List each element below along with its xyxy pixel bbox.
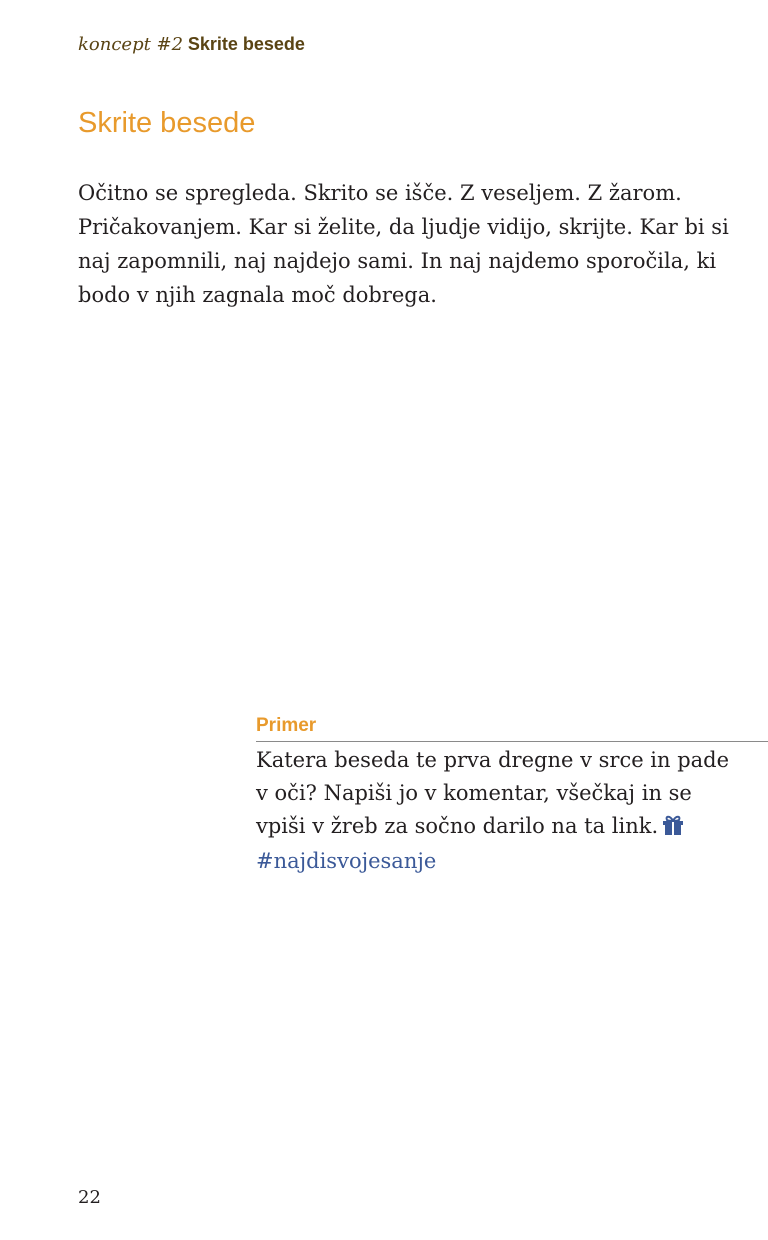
running-header	[78, 32, 305, 57]
hashtag-link[interactable]: #najdisvojesanje	[256, 849, 437, 873]
example-line-with-icon	[256, 810, 716, 845]
concept-label: koncept #2	[78, 34, 184, 55]
body-line: bodo v njih zagnala moč dobrega.	[78, 283, 437, 307]
example-label: Primer	[256, 714, 768, 742]
gift-icon	[662, 812, 684, 845]
section-title: Skrite besede	[187, 34, 305, 54]
body-paragraph	[78, 176, 729, 312]
example-line: v oči? Napiši jo v komentar, všečkaj in se	[256, 781, 692, 805]
body-line: naj zapomnili, naj najdejo sami. In naj najdemo sporočila, ki	[78, 249, 717, 273]
example-box	[256, 714, 768, 878]
page-number: 22	[78, 1187, 101, 1208]
example-line: Katera beseda te prva dregne v srce in pade	[256, 748, 730, 772]
page-title: Skrite besede	[78, 107, 256, 139]
body-line: Pričakovanjem. Kar si želite, da ljudje vidijo, skrijte. Kar bi si	[78, 215, 729, 239]
body-line: Očitno se spregleda. Skrito se išče. Z veseljem. Z žarom.	[78, 181, 682, 205]
example-text	[256, 742, 730, 878]
example-line: vpiši v žreb za sočno darilo na ta link.	[256, 814, 659, 838]
